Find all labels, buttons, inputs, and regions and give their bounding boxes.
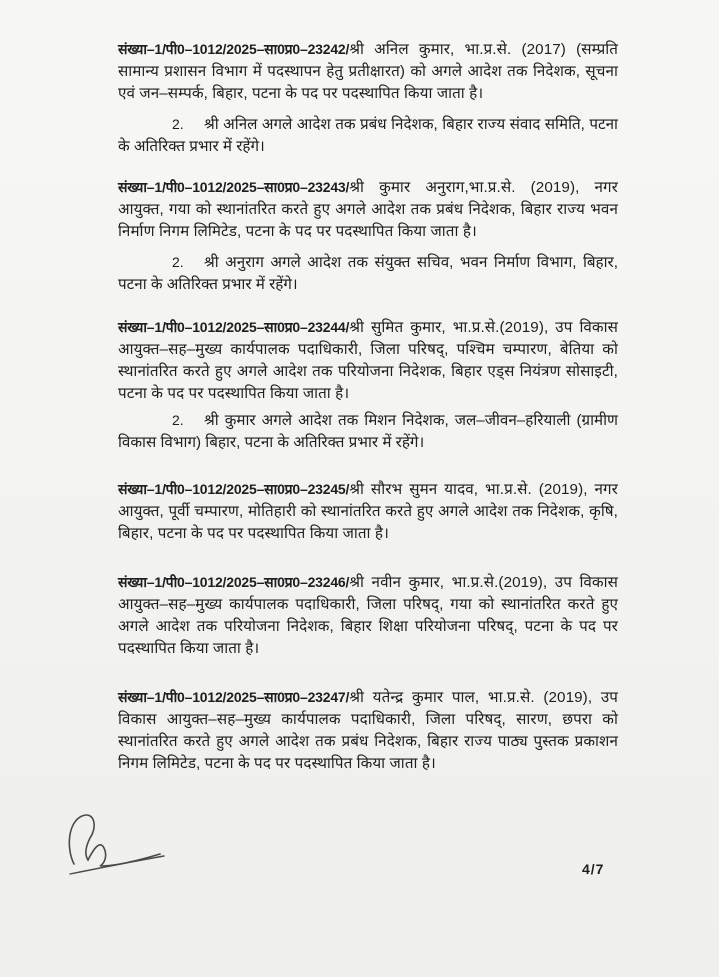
- order-sub-clause: [118, 251, 618, 296]
- order-text: श्री सौरभ सुमन यादव, भा.प्र.से. (2019), नगर आयुक्त, पूर्वी चम्पारण, मोतिहारी को स्थानांतरित करते हुए अगले आदेश तक निदेशक, कृषि, बिहार, पटना के पद पर पदस्थापित किया जाता है।: [118, 481, 618, 542]
- page-number: 4/7: [582, 861, 605, 877]
- order-paragraph: [118, 478, 618, 545]
- document-body: [118, 38, 618, 793]
- transfer-order-1: [118, 38, 618, 158]
- clause-number: 2.: [172, 412, 184, 428]
- order-reference-number: संख्या–1/पी0–1012/2025–सा0प्र0–23242/: [118, 41, 350, 57]
- order-reference-number: संख्या–1/पी0–1012/2025–सा0प्र0–23244/: [118, 319, 350, 335]
- transfer-order-5: [118, 571, 618, 660]
- order-sub-clause: [118, 113, 618, 158]
- order-reference-number: संख्या–1/पी0–1012/2025–सा0प्र0–23247/: [118, 689, 350, 705]
- order-paragraph: [118, 38, 618, 105]
- order-text: श्री यतेन्द्र कुमार पाल, भा.प्र.से. (2019), उप विकास आयुक्त–सह–मुख्य कार्यपालक पदाधिकारी, जिला परिषद्, सारण, छपरा को स्थानांतरित करते हुए अगले आदेश तक प्रबंध निदेशक, बिहार राज्य पाठ्य पुस्तक प्रकाशन निगम लिमिटेड, पटना के पद पर पदस्थापित किया जाता है।: [118, 689, 618, 772]
- order-reference-number: संख्या–1/पी0–1012/2025–सा0प्र0–23243/: [118, 179, 350, 195]
- clause-number: 2.: [172, 116, 184, 132]
- order-sub-clause: [118, 409, 618, 454]
- clause-text: श्री अनिल अगले आदेश तक प्रबंध निदेशक, बिहार राज्य संवाद समिति, पटना के अतिरिक्त प्रभार में रहेंगे।: [118, 116, 618, 155]
- clause-text: श्री कुमार अगले आदेश तक मिशन निदेशक, जल–जीवन–हरियाली (ग्रामीण विकास विभाग) बिहार, पटना के अतिरिक्त प्रभार में रहेंगे।: [118, 412, 618, 451]
- order-paragraph: [118, 316, 618, 405]
- clause-text: श्री अनुराग अगले आदेश तक संयुक्त सचिव, भवन निर्माण विभाग, बिहार, पटना के अतिरिक्त प्रभार में रहेंगे।: [118, 254, 618, 293]
- order-paragraph: [118, 571, 618, 660]
- signature-initials-icon: [60, 808, 170, 878]
- transfer-order-4: [118, 478, 618, 545]
- order-paragraph: [118, 686, 618, 775]
- order-reference-number: संख्या–1/पी0–1012/2025–सा0प्र0–23246/: [118, 574, 350, 590]
- transfer-order-3: [118, 316, 618, 454]
- order-paragraph: [118, 176, 618, 243]
- order-text: श्री सुमित कुमार, भा.प्र.से.(2019), उप विकास आयुक्त–सह–मुख्य कार्यपालक पदाधिकारी, जिला परिषद्, पश्चिम चम्पारण, बेतिया को स्थानांतरित करते हुए अगले आदेश तक परियोजना निदेशक, बिहार एड्स नियंत्रण सोसाइटी, पटना के पद पर पदस्थापित किया जाता है।: [118, 319, 618, 402]
- order-text: श्री अनिल कुमार, भा.प्र.से. (2017) (सम्प्रति सामान्य प्रशासन विभाग में पदस्थापन हेतु प्रतीक्षारत) को अगले आदेश तक निदेशक, सूचना एवं जन–सम्पर्क, बिहार, पटना के पद पर पदस्थापित किया जाता है।: [118, 41, 618, 102]
- order-reference-number: संख्या–1/पी0–1012/2025–सा0प्र0–23245/: [118, 481, 350, 497]
- transfer-order-2: [118, 176, 618, 296]
- transfer-order-6: [118, 686, 618, 775]
- order-text: श्री कुमार अनुराग,भा.प्र.से. (2019), नगर आयुक्त, गया को स्थानांतरित करते हुए अगले आदेश तक प्रबंध निदेशक, बिहार राज्य भवन निर्माण निगम लिमिटेड, पटना के पद पर पदस्थापित किया जाता है।: [118, 179, 618, 240]
- clause-number: 2.: [172, 254, 184, 270]
- order-text: श्री नवीन कुमार, भा.प्र.से.(2019), उप विकास आयुक्त–सह–मुख्य कार्यपालक पदाधिकारी, जिला परिषद्, गया को स्थानांतरित करते हुए अगले आदेश तक परियोजना निदेशक, बिहार शिक्षा परियोजना परिषद्, पटना के पद पर पदस्थापित किया जाता है।: [118, 574, 618, 657]
